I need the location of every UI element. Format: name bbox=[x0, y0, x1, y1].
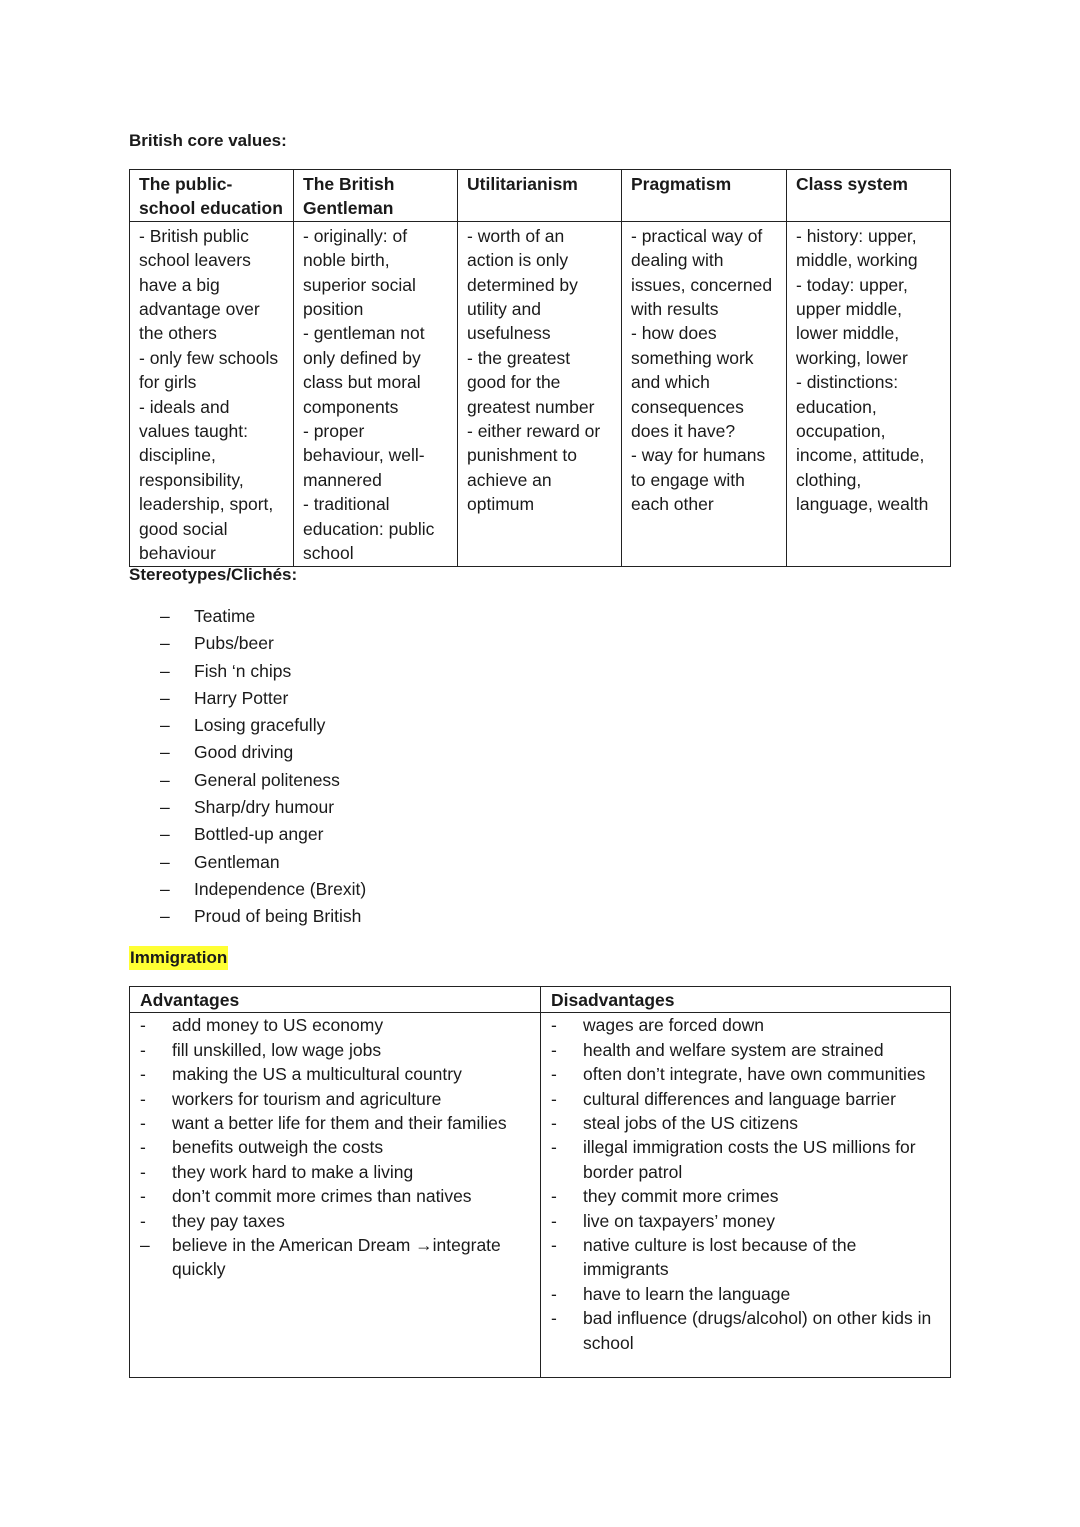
cell-line: issues, concerned bbox=[631, 274, 773, 295]
advantages-cell bbox=[130, 1013, 541, 1378]
cell-line: clothing, bbox=[796, 469, 862, 490]
disadvantage-item bbox=[541, 1038, 950, 1062]
disadvantage-item bbox=[541, 1306, 950, 1355]
cell-line: utility and bbox=[467, 299, 541, 320]
cell-line: and which bbox=[631, 372, 710, 393]
stereotype-item bbox=[160, 712, 366, 739]
cell-line: dealing with bbox=[631, 250, 724, 271]
list-dash: - bbox=[140, 1137, 146, 1158]
list-dash: - bbox=[140, 1210, 146, 1231]
column-header-pragmatism: Pragmatism bbox=[622, 170, 787, 222]
column-header-class-system: Class system bbox=[787, 170, 951, 222]
disadvantage-item bbox=[541, 1135, 950, 1184]
cell-line: components bbox=[303, 396, 399, 417]
list-dash: – bbox=[160, 687, 170, 708]
stereotype-text: Independence (Brexit) bbox=[194, 878, 367, 899]
cell-line: the others bbox=[139, 323, 217, 344]
cell-line: each other bbox=[631, 494, 714, 515]
cell-line: school bbox=[303, 543, 354, 564]
disadvantage-text: illegal immigration costs the US millions for border patrol bbox=[583, 1137, 916, 1182]
cell-line: discipline, bbox=[139, 445, 216, 466]
cell-line: does it have? bbox=[631, 421, 736, 442]
stereotype-text: Fish ‘n chips bbox=[194, 660, 292, 681]
core-values-header-row bbox=[130, 170, 951, 222]
cell-line: values taught: bbox=[139, 421, 248, 442]
list-dash: – bbox=[160, 824, 170, 845]
advantage-item bbox=[130, 1135, 540, 1159]
list-dash: – bbox=[160, 769, 170, 790]
stereotype-text: Good driving bbox=[194, 742, 294, 763]
list-dash: - bbox=[551, 1283, 557, 1304]
cell-public-school bbox=[130, 221, 294, 566]
list-dash: - bbox=[551, 1235, 557, 1256]
cell-line: achieve an bbox=[467, 469, 552, 490]
immigration-heading: Immigration bbox=[129, 946, 228, 970]
cell-line: upper middle, bbox=[796, 299, 903, 320]
cell-line: superior social bbox=[303, 274, 416, 295]
cell-line: - the greatest bbox=[467, 347, 571, 368]
advantage-text: fill unskilled, low wage jobs bbox=[172, 1039, 382, 1060]
immigration-header-row bbox=[130, 987, 951, 1013]
list-dash: - bbox=[140, 1015, 146, 1036]
list-dash: - bbox=[551, 1039, 557, 1060]
cell-line: consequences bbox=[631, 396, 744, 417]
advantage-text: they pay taxes bbox=[172, 1210, 285, 1231]
stereotype-text: Teatime bbox=[194, 606, 256, 626]
list-dash: - bbox=[551, 1186, 557, 1207]
stereotype-text: Sharp/dry humour bbox=[194, 797, 335, 818]
stereotype-item bbox=[160, 821, 366, 848]
disadvantage-item bbox=[541, 1087, 950, 1111]
cell-line: working, lower bbox=[796, 347, 908, 368]
list-dash: – bbox=[160, 660, 170, 681]
stereotype-text: Harry Potter bbox=[194, 687, 289, 708]
disadvantages-list bbox=[541, 1013, 950, 1355]
core-values-heading: British core values: bbox=[129, 131, 287, 150]
cell-line: language, wealth bbox=[796, 494, 929, 515]
list-dash: – bbox=[160, 851, 170, 872]
cell-line: - history: upper, bbox=[796, 225, 917, 246]
disadvantage-text: cultural differences and language barrier bbox=[583, 1088, 896, 1109]
advantage-item bbox=[130, 1062, 540, 1086]
cell-line: noble birth, bbox=[303, 250, 390, 271]
column-header-utilitarianism: Utilitarianism bbox=[458, 170, 622, 222]
cell-line: - gentleman not bbox=[303, 323, 425, 344]
disadvantage-text: bad influence (drugs/alcohol) on other kids in school bbox=[583, 1308, 932, 1353]
disadvantage-text: they commit more crimes bbox=[583, 1186, 779, 1207]
cell-line: - only few schools bbox=[139, 347, 279, 368]
list-dash: - bbox=[140, 1113, 146, 1134]
column-header-public-school: The public- school education bbox=[130, 170, 294, 222]
cell-line: behaviour, well- bbox=[303, 445, 425, 466]
disadvantage-text: live on taxpayers’ money bbox=[583, 1210, 775, 1231]
cell-line: income, attitude, bbox=[796, 445, 925, 466]
disadvantage-text: native culture is lost because of the immigrants bbox=[583, 1235, 857, 1280]
list-dash: – bbox=[160, 742, 170, 763]
cell-line: education, bbox=[796, 396, 877, 417]
stereotypes-list bbox=[160, 603, 366, 931]
cell-line: education: public bbox=[303, 518, 435, 539]
cell-line: something work bbox=[631, 347, 754, 368]
cell-line: determined by bbox=[467, 274, 578, 295]
cell-line: to engage with bbox=[631, 469, 745, 490]
list-dash: - bbox=[551, 1015, 557, 1036]
stereotype-text: Losing gracefully bbox=[194, 715, 326, 736]
stereotype-item bbox=[160, 794, 366, 821]
list-dash: - bbox=[140, 1088, 146, 1109]
list-dash: – bbox=[140, 1235, 150, 1256]
list-dash: - bbox=[551, 1308, 557, 1329]
cell-line: - either reward or bbox=[467, 421, 601, 442]
cell-line: class but moral bbox=[303, 372, 421, 393]
stereotype-item bbox=[160, 849, 366, 876]
core-values-table bbox=[129, 169, 951, 567]
cell-line: mannered bbox=[303, 469, 382, 490]
stereotype-item bbox=[160, 630, 366, 657]
disadvantage-item bbox=[541, 1209, 950, 1233]
core-values-content-row bbox=[130, 221, 951, 566]
cell-pragmatism bbox=[622, 221, 787, 566]
list-dash: – bbox=[160, 878, 170, 899]
immigration-content-row bbox=[130, 1013, 951, 1378]
cell-line: - ideals and bbox=[139, 396, 230, 417]
disadvantage-text: health and welfare system are strained bbox=[583, 1039, 884, 1060]
stereotype-text: Proud of being British bbox=[194, 906, 362, 927]
cell-line: usefulness bbox=[467, 323, 551, 344]
disadvantage-item bbox=[541, 1062, 950, 1086]
immigration-table bbox=[129, 986, 951, 1378]
stereotype-text: Pubs/beer bbox=[194, 633, 274, 654]
advantage-item bbox=[130, 1087, 540, 1111]
list-dash: - bbox=[551, 1113, 557, 1134]
stereotype-item bbox=[160, 603, 366, 630]
advantages-list bbox=[130, 1013, 540, 1281]
stereotype-item bbox=[160, 767, 366, 794]
disadvantage-item bbox=[541, 1184, 950, 1208]
list-dash: – bbox=[160, 633, 170, 654]
disadvantage-text: often don’t integrate, have own communities bbox=[583, 1064, 926, 1085]
cell-line: - traditional bbox=[303, 494, 390, 515]
cell-utilitarianism bbox=[458, 221, 622, 566]
list-dash: - bbox=[140, 1039, 146, 1060]
list-dash: – bbox=[160, 606, 170, 626]
cell-class-system bbox=[787, 221, 951, 566]
list-dash: - bbox=[551, 1137, 557, 1158]
advantage-item bbox=[130, 1209, 540, 1233]
advantage-text: want a better life for them and their families bbox=[172, 1113, 507, 1134]
advantage-item bbox=[130, 1111, 540, 1135]
advantage-text: workers for tourism and agriculture bbox=[172, 1088, 442, 1109]
list-dash: - bbox=[140, 1161, 146, 1182]
stereotype-item bbox=[160, 685, 366, 712]
cell-line: leadership, sport, bbox=[139, 494, 274, 515]
cell-line: - how does bbox=[631, 323, 717, 344]
advantage-item bbox=[130, 1184, 540, 1208]
stereotype-item bbox=[160, 658, 366, 685]
cell-line: greatest number bbox=[467, 396, 595, 417]
disadvantage-text: wages are forced down bbox=[583, 1015, 764, 1036]
cell-line: - proper bbox=[303, 421, 365, 442]
cell-line: have a big bbox=[139, 274, 220, 295]
column-header-british-gentleman: The British Gentleman bbox=[294, 170, 458, 222]
cell-line: school leavers bbox=[139, 250, 251, 271]
list-dash: - bbox=[551, 1064, 557, 1085]
advantage-text: benefits outweigh the costs bbox=[172, 1137, 384, 1158]
cell-line: - way for humans bbox=[631, 445, 766, 466]
disadvantage-item bbox=[541, 1282, 950, 1306]
disadvantage-item bbox=[541, 1111, 950, 1135]
advantage-text: add money to US economy bbox=[172, 1015, 384, 1036]
advantages-header: Advantages bbox=[130, 987, 541, 1013]
cell-line: behaviour bbox=[139, 543, 216, 564]
list-dash: - bbox=[551, 1088, 557, 1109]
disadvantage-text: steal jobs of the US citizens bbox=[583, 1113, 798, 1134]
cell-line: optimum bbox=[467, 494, 535, 515]
list-dash: – bbox=[160, 797, 170, 818]
list-dash: – bbox=[160, 906, 170, 927]
stereotype-text: General politeness bbox=[194, 769, 340, 790]
cell-line: position bbox=[303, 299, 364, 320]
advantage-item bbox=[130, 1233, 540, 1282]
stereotype-item bbox=[160, 876, 366, 903]
disadvantages-header: Disadvantages bbox=[541, 987, 951, 1013]
stereotype-text: Bottled-up anger bbox=[194, 824, 324, 845]
cell-line: - originally: of bbox=[303, 225, 408, 246]
list-dash: - bbox=[140, 1186, 146, 1207]
cell-line: with results bbox=[631, 299, 719, 320]
cell-line: occupation, bbox=[796, 421, 886, 442]
cell-line: action is only bbox=[467, 250, 569, 271]
cell-line: punishment to bbox=[467, 445, 577, 466]
stereotype-item bbox=[160, 739, 366, 766]
advantage-text: don’t commit more crimes than natives bbox=[172, 1186, 472, 1207]
cell-line: only defined by bbox=[303, 347, 421, 368]
advantage-item bbox=[130, 1160, 540, 1184]
disadvantage-text: have to learn the language bbox=[583, 1283, 791, 1304]
stereotype-text: Gentleman bbox=[194, 851, 280, 872]
list-dash: - bbox=[551, 1210, 557, 1231]
cell-line: - practical way of bbox=[631, 225, 763, 246]
cell-line: middle, working bbox=[796, 250, 918, 271]
disadvantages-cell bbox=[541, 1013, 951, 1378]
advantage-item bbox=[130, 1013, 540, 1037]
cell-line: for girls bbox=[139, 372, 197, 393]
disadvantage-item bbox=[541, 1013, 950, 1037]
advantage-text: they work hard to make a living bbox=[172, 1161, 414, 1182]
list-dash: - bbox=[140, 1064, 146, 1085]
cell-line: advantage over bbox=[139, 299, 260, 320]
list-dash: – bbox=[160, 715, 170, 736]
cell-line: good social bbox=[139, 518, 228, 539]
advantage-text: making the US a multicultural country bbox=[172, 1064, 462, 1085]
cell-line: lower middle, bbox=[796, 323, 900, 344]
cell-line: responsibility, bbox=[139, 469, 244, 490]
disadvantage-item bbox=[541, 1233, 950, 1282]
cell-line: - distinctions: bbox=[796, 372, 899, 393]
cell-line: - today: upper, bbox=[796, 274, 908, 295]
advantage-item bbox=[130, 1038, 540, 1062]
cell-line: good for the bbox=[467, 372, 561, 393]
cell-british-gentleman bbox=[294, 221, 458, 566]
advantage-text: believe in the American Dream →integrate quickly bbox=[172, 1235, 501, 1280]
cell-line: - worth of an bbox=[467, 225, 565, 246]
cell-line: - British public bbox=[139, 225, 249, 246]
stereotypes-heading: Stereotypes/Clichés: bbox=[129, 565, 298, 584]
stereotype-item bbox=[160, 903, 366, 930]
